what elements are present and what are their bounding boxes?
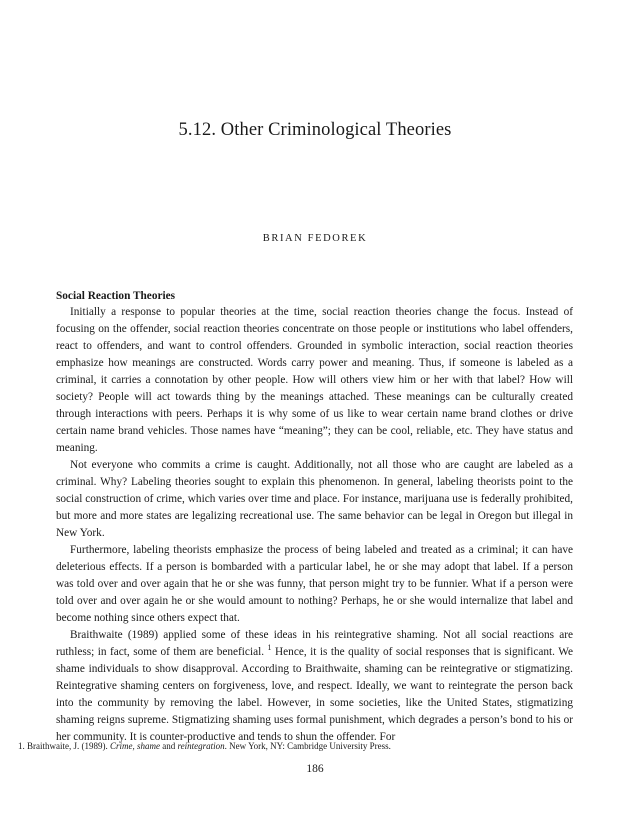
page-number: 186 [306, 763, 324, 775]
paragraph-2: Not everyone who commits a crime is caught. Additionally, not all those who are caught are labeled as a criminal. Why? Labeling theories sought to explain this phenomenon. In general, labeling theorists point to the social construction of crime, which varies over time and place. For instance, marijuana use is federally prohibited, but more and more states are legalizing recreational use. The same behavior can be legal in Oregon but illegal in New York. [56, 459, 573, 539]
footnote-number: 1. [18, 741, 25, 751]
main-content [56, 289, 573, 746]
paragraph-1: Initially a response to popular theories at the time, social reaction theories change the focus. Instead of focusing on the offender, social reaction theories concentrate on those people or institutions who label offenders, react to offenders, and want to control offenders. Grounded in symbolic interaction, social reaction theories emphasize how meanings are constructed. Words carry power and meaning. Thus, if someone is labeled as a criminal, it carries a connotation by other people. How will others view him or her with that label? How will society? People will act towards thing by the meanings attached. These meanings can be culturally created through interactions with peers. Perhaps it is why some of us like to wear certain name brand clothes or drive certain name brand vehicles. Those names have “meaning”; they can be cool, reliable, etc. They have status and meaning. [56, 306, 573, 454]
footnote-prefix: Braithwaite, J. (1989). [27, 741, 110, 751]
paragraph-3: Furthermore, labeling theorists emphasize the process of being labeled and treated as a criminal; it can have deleterious effects. If a person is bombarded with a particular label, he or she may adopt that label. If a person was told over and over again that he or she was funny, that person might try to be funnier. What if a person were told over and over again he or she would amount to nothing? Perhaps, he or she would internalize that label and become nothing since others expect that. [56, 544, 573, 624]
footnote-reference[interactable]: 1 [267, 643, 272, 653]
author-name: BRIAN FEDOREK [262, 233, 368, 244]
footnote-middle: and [159, 741, 178, 751]
paragraph-4 [56, 627, 573, 746]
paragraph-4-text-a: Braithwaite (1989) applied some of these ideas in his reintegrative shaming. Not all social reactions are ruthless; in fact, some of them are beneficial. [56, 629, 573, 658]
footnote-title-part-1: Crime, shame [109, 741, 160, 751]
section-heading: Social Reaction Theories [56, 290, 176, 302]
footnote-title-part-2: reintegration [177, 741, 225, 751]
footnote [18, 741, 391, 751]
chapter-title: 5.12. Other Criminological Theories [178, 120, 452, 140]
paragraph-4-text-b: Hence, it is the quality of social responses that is significant. We shame individuals to show disapproval. According to Braithwaite, shaming can be reintegrative or stigmatizing. Reintegrative shaming centers on forgiveness, love, and respect. Ideally, we want to reintegrate the person back into the community by removing the label. However, in some societies, like the United States, stigmatizing shaming reigns supreme. Stigmatizing shaming uses formal punishment, which degrades a person’s bond to his or her community. It is counter-productive and tends to shun the offender. For [56, 646, 573, 743]
footnote-suffix: . New York, NY: Cambridge University Press. [224, 741, 391, 751]
